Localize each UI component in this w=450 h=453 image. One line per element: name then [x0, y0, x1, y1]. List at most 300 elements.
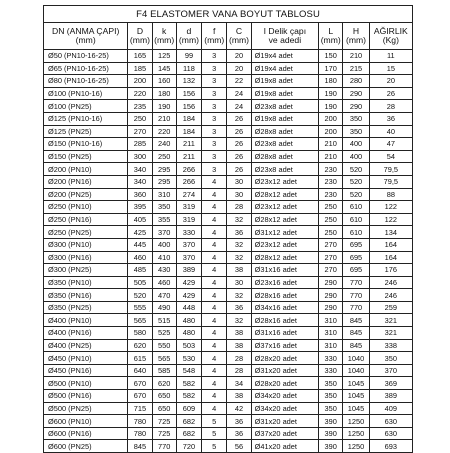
weight-cell: 122	[369, 213, 412, 226]
d-outer-cell: 285	[128, 138, 152, 151]
hole-cell: Ø34x20 adet	[251, 402, 318, 415]
d-inner-cell: 389	[176, 264, 201, 277]
dn-cell: Ø400 (PN10)	[44, 314, 128, 327]
weight-cell: 134	[369, 226, 412, 239]
h-cell: 520	[343, 163, 369, 176]
d-outer-cell: 670	[128, 390, 152, 403]
hole-cell: Ø28x16 adet	[251, 289, 318, 302]
hole-cell: Ø37x20 adet	[251, 427, 318, 440]
weight-cell: 79,5	[369, 163, 412, 176]
l-cell: 350	[319, 402, 343, 415]
c-cell: 26	[227, 112, 251, 125]
table-row	[44, 314, 413, 327]
f-cell: 4	[202, 339, 227, 352]
c-cell: 30	[227, 175, 251, 188]
l-cell: 250	[319, 201, 343, 214]
hole-cell: Ø23x16 adet	[251, 276, 318, 289]
f-cell: 3	[202, 112, 227, 125]
d-outer-cell: 340	[128, 163, 152, 176]
k-cell: 430	[152, 264, 176, 277]
dn-cell: Ø300 (PN10)	[44, 238, 128, 251]
k-cell: 470	[152, 289, 176, 302]
hole-cell: Ø19x4 adet	[251, 50, 318, 63]
c-cell: 32	[227, 289, 251, 302]
table-row	[44, 427, 413, 440]
weight-cell: 409	[369, 402, 412, 415]
f-cell: 5	[202, 427, 227, 440]
dn-cell: Ø100 (PN10-16)	[44, 87, 128, 100]
table-row	[44, 87, 413, 100]
l-cell: 200	[319, 125, 343, 138]
weight-cell: 350	[369, 352, 412, 365]
h-cell: 1045	[343, 390, 369, 403]
d-outer-cell: 580	[128, 327, 152, 340]
table-row	[44, 226, 413, 239]
h-cell: 290	[343, 87, 369, 100]
hole-cell: Ø34x16 adet	[251, 301, 318, 314]
hole-cell: Ø19x8 adet	[251, 112, 318, 125]
d-inner-cell: 429	[176, 276, 201, 289]
hole-cell: Ø23x8 adet	[251, 138, 318, 151]
f-cell: 4	[202, 226, 227, 239]
dn-cell: Ø500 (PN25)	[44, 402, 128, 415]
d-inner-cell: 184	[176, 112, 201, 125]
hole-cell: Ø19x8 adet	[251, 87, 318, 100]
l-cell: 170	[319, 62, 343, 75]
c-cell: 36	[227, 427, 251, 440]
k-cell: 370	[152, 226, 176, 239]
k-cell: 410	[152, 251, 176, 264]
h-cell: 845	[343, 339, 369, 352]
header-label: I Delik çapı	[263, 25, 307, 36]
d-outer-cell: 340	[128, 175, 152, 188]
table-row	[44, 213, 413, 226]
dn-cell: Ø200 (PN16)	[44, 175, 128, 188]
h-cell: 290	[343, 100, 369, 113]
l-cell: 190	[319, 100, 343, 113]
table-row	[44, 264, 413, 277]
hole-cell: Ø34x20 adet	[251, 390, 318, 403]
d-inner-cell: 682	[176, 427, 201, 440]
weight-cell: 164	[369, 238, 412, 251]
dn-cell: Ø250 (PN16)	[44, 213, 128, 226]
d-outer-cell: 670	[128, 377, 152, 390]
c-cell: 56	[227, 440, 251, 453]
k-cell: 180	[152, 87, 176, 100]
table-row	[44, 339, 413, 352]
dn-cell: Ø600 (PN16)	[44, 427, 128, 440]
dn-cell: Ø125 (PN10-16)	[44, 112, 128, 125]
dimension-table	[43, 22, 413, 453]
c-cell: 32	[227, 213, 251, 226]
c-cell: 26	[227, 138, 251, 151]
hole-cell: Ø28x16 adet	[251, 314, 318, 327]
weight-cell: 630	[369, 415, 412, 428]
table-row	[44, 175, 413, 188]
f-cell: 3	[202, 163, 227, 176]
c-cell: 38	[227, 264, 251, 277]
hole-cell: Ø23x12 adet	[251, 238, 318, 251]
d-inner-cell: 184	[176, 125, 201, 138]
h-cell: 845	[343, 314, 369, 327]
header-hole	[251, 23, 318, 50]
d-inner-cell: 503	[176, 339, 201, 352]
h-cell: 280	[343, 75, 369, 88]
dn-cell: Ø65 (PN10-16-25)	[44, 62, 128, 75]
l-cell: 310	[319, 314, 343, 327]
h-cell: 610	[343, 213, 369, 226]
table-row	[44, 415, 413, 428]
c-cell: 38	[227, 327, 251, 340]
d-inner-cell: 548	[176, 364, 201, 377]
c-cell: 26	[227, 125, 251, 138]
dn-cell: Ø250 (PN25)	[44, 226, 128, 239]
weight-cell: 40	[369, 125, 412, 138]
h-cell: 1250	[343, 427, 369, 440]
d-inner-cell: 211	[176, 138, 201, 151]
d-outer-cell: 235	[128, 100, 152, 113]
c-cell: 32	[227, 314, 251, 327]
d-inner-cell: 118	[176, 62, 201, 75]
d-inner-cell: 266	[176, 163, 201, 176]
d-outer-cell: 555	[128, 301, 152, 314]
dn-cell: Ø350 (PN10)	[44, 276, 128, 289]
k-cell: 310	[152, 188, 176, 201]
table-title: F4 ELASTOMER VANA BOYUT TABLOSU	[43, 5, 413, 22]
d-outer-cell: 405	[128, 213, 152, 226]
header-unit: (mm)	[154, 35, 175, 45]
header-unit: (mm)	[75, 35, 96, 45]
c-cell: 28	[227, 364, 251, 377]
d-inner-cell: 370	[176, 238, 201, 251]
hole-cell: Ø28x8 adet	[251, 150, 318, 163]
header-unit: (mm)	[228, 35, 250, 45]
f-cell: 4	[202, 377, 227, 390]
hole-cell: Ø31x12 adet	[251, 226, 318, 239]
table-row	[44, 138, 413, 151]
l-cell: 230	[319, 188, 343, 201]
weight-cell: 321	[369, 327, 412, 340]
header-unit: ve adedi	[268, 35, 302, 45]
table-row	[44, 276, 413, 289]
table-row	[44, 188, 413, 201]
weight-cell: 26	[369, 87, 412, 100]
weight-cell: 369	[369, 377, 412, 390]
table-row	[44, 163, 413, 176]
f-cell: 3	[202, 62, 227, 75]
h-cell: 770	[343, 301, 369, 314]
header-unit: (mm)	[320, 35, 341, 45]
l-cell: 390	[319, 415, 343, 428]
hole-cell: Ø41x20 adet	[251, 440, 318, 453]
d-outer-cell: 505	[128, 276, 152, 289]
k-cell: 145	[152, 62, 176, 75]
d-outer-cell: 845	[128, 440, 152, 453]
d-inner-cell: 370	[176, 251, 201, 264]
d-inner-cell: 720	[176, 440, 201, 453]
h-cell: 210	[343, 50, 369, 63]
table-row	[44, 440, 413, 453]
header-label: L	[328, 25, 334, 36]
f-cell: 3	[202, 125, 227, 138]
k-cell: 770	[152, 440, 176, 453]
weight-cell: 164	[369, 251, 412, 264]
table-row	[44, 150, 413, 163]
f-cell: 3	[202, 100, 227, 113]
f-cell: 4	[202, 402, 227, 415]
k-cell: 210	[152, 112, 176, 125]
header-unit: (mm)	[129, 35, 150, 45]
d-outer-cell: 780	[128, 415, 152, 428]
k-cell: 220	[152, 125, 176, 138]
table-row	[44, 390, 413, 403]
header-weight	[369, 23, 412, 50]
k-cell: 355	[152, 213, 176, 226]
k-cell: 515	[152, 314, 176, 327]
h-cell: 1045	[343, 402, 369, 415]
f-cell: 4	[202, 276, 227, 289]
l-cell: 310	[319, 327, 343, 340]
f-cell: 4	[202, 364, 227, 377]
h-cell: 1250	[343, 440, 369, 453]
k-cell: 240	[152, 138, 176, 151]
k-cell: 125	[152, 50, 176, 63]
d-outer-cell: 780	[128, 427, 152, 440]
weight-cell: 122	[369, 201, 412, 214]
hole-cell: Ø28x20 adet	[251, 377, 318, 390]
header-label: DN (ANMA ÇAPI)	[52, 25, 120, 36]
k-cell: 190	[152, 100, 176, 113]
table-row	[44, 402, 413, 415]
l-cell: 290	[319, 289, 343, 302]
d-outer-cell: 185	[128, 62, 152, 75]
d-outer-cell: 165	[128, 50, 152, 63]
weight-cell: 47	[369, 138, 412, 151]
f-cell: 4	[202, 251, 227, 264]
header-f	[202, 23, 227, 50]
weight-cell: 338	[369, 339, 412, 352]
weight-cell: 36	[369, 112, 412, 125]
dn-cell: Ø250 (PN10)	[44, 201, 128, 214]
f-cell: 5	[202, 440, 227, 453]
dn-cell: Ø200 (PN25)	[44, 188, 128, 201]
header-d-inner	[176, 23, 201, 50]
table-row	[44, 100, 413, 113]
h-cell: 695	[343, 251, 369, 264]
l-cell: 350	[319, 377, 343, 390]
table-row	[44, 62, 413, 75]
h-cell: 695	[343, 264, 369, 277]
d-outer-cell: 640	[128, 364, 152, 377]
d-outer-cell: 615	[128, 352, 152, 365]
c-cell: 20	[227, 62, 251, 75]
d-outer-cell: 565	[128, 314, 152, 327]
hole-cell: Ø28x12 adet	[251, 213, 318, 226]
l-cell: 270	[319, 251, 343, 264]
header-label: f	[213, 25, 216, 36]
weight-cell: 259	[369, 301, 412, 314]
l-cell: 230	[319, 163, 343, 176]
hole-cell: Ø28x12 adet	[251, 188, 318, 201]
l-cell: 250	[319, 226, 343, 239]
l-cell: 270	[319, 264, 343, 277]
h-cell: 215	[343, 62, 369, 75]
d-outer-cell: 300	[128, 150, 152, 163]
l-cell: 180	[319, 75, 343, 88]
d-inner-cell: 99	[176, 50, 201, 63]
dn-cell: Ø450 (PN10)	[44, 352, 128, 365]
k-cell: 550	[152, 339, 176, 352]
k-cell: 460	[152, 276, 176, 289]
k-cell: 525	[152, 327, 176, 340]
f-cell: 4	[202, 213, 227, 226]
dn-cell: Ø200 (PN10)	[44, 163, 128, 176]
weight-cell: 389	[369, 390, 412, 403]
k-cell: 295	[152, 175, 176, 188]
weight-cell: 246	[369, 276, 412, 289]
h-cell: 770	[343, 289, 369, 302]
k-cell: 250	[152, 150, 176, 163]
header-h	[343, 23, 369, 50]
l-cell: 330	[319, 364, 343, 377]
d-outer-cell: 250	[128, 112, 152, 125]
hole-cell: Ø23x8 adet	[251, 100, 318, 113]
k-cell: 350	[152, 201, 176, 214]
d-outer-cell: 460	[128, 251, 152, 264]
f-cell: 5	[202, 415, 227, 428]
c-cell: 28	[227, 352, 251, 365]
f-cell: 4	[202, 238, 227, 251]
weight-cell: 321	[369, 314, 412, 327]
weight-cell: 79,5	[369, 175, 412, 188]
dn-cell: Ø150 (PN25)	[44, 150, 128, 163]
l-cell: 150	[319, 50, 343, 63]
d-outer-cell: 270	[128, 125, 152, 138]
f-cell: 4	[202, 314, 227, 327]
f-cell: 4	[202, 264, 227, 277]
d-inner-cell: 156	[176, 100, 201, 113]
dn-cell: Ø400 (PN16)	[44, 327, 128, 340]
table-row	[44, 327, 413, 340]
table-row	[44, 75, 413, 88]
weight-cell: 15	[369, 62, 412, 75]
header-label: D	[136, 25, 144, 36]
h-cell: 400	[343, 150, 369, 163]
dimension-table-sheet	[43, 5, 413, 451]
c-cell: 20	[227, 50, 251, 63]
h-cell: 770	[343, 276, 369, 289]
header-unit: (mm)	[178, 35, 199, 45]
hole-cell: Ø19x8 adet	[251, 75, 318, 88]
table-row	[44, 50, 413, 63]
dn-cell: Ø150 (PN10-16)	[44, 138, 128, 151]
l-cell: 210	[319, 150, 343, 163]
f-cell: 3	[202, 138, 227, 151]
k-cell: 650	[152, 390, 176, 403]
table-row	[44, 251, 413, 264]
table-row	[44, 201, 413, 214]
header-k	[152, 23, 176, 50]
header-unit: (mm)	[204, 35, 225, 45]
d-inner-cell: 480	[176, 327, 201, 340]
d-inner-cell: 274	[176, 188, 201, 201]
c-cell: 24	[227, 100, 251, 113]
k-cell: 160	[152, 75, 176, 88]
d-outer-cell: 220	[128, 87, 152, 100]
f-cell: 4	[202, 327, 227, 340]
c-cell: 26	[227, 150, 251, 163]
d-inner-cell: 582	[176, 377, 201, 390]
f-cell: 3	[202, 87, 227, 100]
c-cell: 32	[227, 238, 251, 251]
c-cell: 30	[227, 276, 251, 289]
weight-cell: 88	[369, 188, 412, 201]
l-cell: 190	[319, 87, 343, 100]
header-label: H	[352, 25, 360, 36]
table-row	[44, 364, 413, 377]
header-unit: (mm)	[345, 35, 367, 45]
h-cell: 520	[343, 188, 369, 201]
l-cell: 350	[319, 390, 343, 403]
h-cell: 520	[343, 175, 369, 188]
k-cell: 565	[152, 352, 176, 365]
c-cell: 30	[227, 188, 251, 201]
c-cell: 28	[227, 201, 251, 214]
f-cell: 4	[202, 390, 227, 403]
f-cell: 3	[202, 75, 227, 88]
l-cell: 310	[319, 339, 343, 352]
f-cell: 4	[202, 301, 227, 314]
d-inner-cell: 682	[176, 415, 201, 428]
dn-cell: Ø600 (PN10)	[44, 415, 128, 428]
dn-cell: Ø350 (PN16)	[44, 289, 128, 302]
hole-cell: Ø19x4 adet	[251, 62, 318, 75]
hole-cell: Ø37x16 adet	[251, 339, 318, 352]
header-label: k	[162, 25, 167, 36]
k-cell: 650	[152, 402, 176, 415]
table-row	[44, 301, 413, 314]
c-cell: 38	[227, 339, 251, 352]
weight-cell: 630	[369, 427, 412, 440]
d-inner-cell: 319	[176, 201, 201, 214]
l-cell: 270	[319, 238, 343, 251]
dn-cell: Ø125 (PN25)	[44, 125, 128, 138]
c-cell: 34	[227, 377, 251, 390]
l-cell: 390	[319, 427, 343, 440]
weight-cell: 176	[369, 264, 412, 277]
d-outer-cell: 520	[128, 289, 152, 302]
h-cell: 610	[343, 201, 369, 214]
dn-cell: Ø300 (PN16)	[44, 251, 128, 264]
d-inner-cell: 330	[176, 226, 201, 239]
dn-cell: Ø50 (PN10-16-25)	[44, 50, 128, 63]
l-cell: 250	[319, 213, 343, 226]
l-cell: 210	[319, 138, 343, 151]
header-label: d	[186, 25, 192, 36]
table-row	[44, 377, 413, 390]
dn-cell: Ø450 (PN16)	[44, 364, 128, 377]
weight-cell: 246	[369, 289, 412, 302]
c-cell: 24	[227, 87, 251, 100]
hole-cell: Ø31x16 adet	[251, 327, 318, 340]
h-cell: 400	[343, 138, 369, 151]
dn-cell: Ø100 (PN25)	[44, 100, 128, 113]
table-row	[44, 289, 413, 302]
hole-cell: Ø28x20 adet	[251, 352, 318, 365]
d-inner-cell: 480	[176, 314, 201, 327]
table-row	[44, 125, 413, 138]
table-row	[44, 352, 413, 365]
